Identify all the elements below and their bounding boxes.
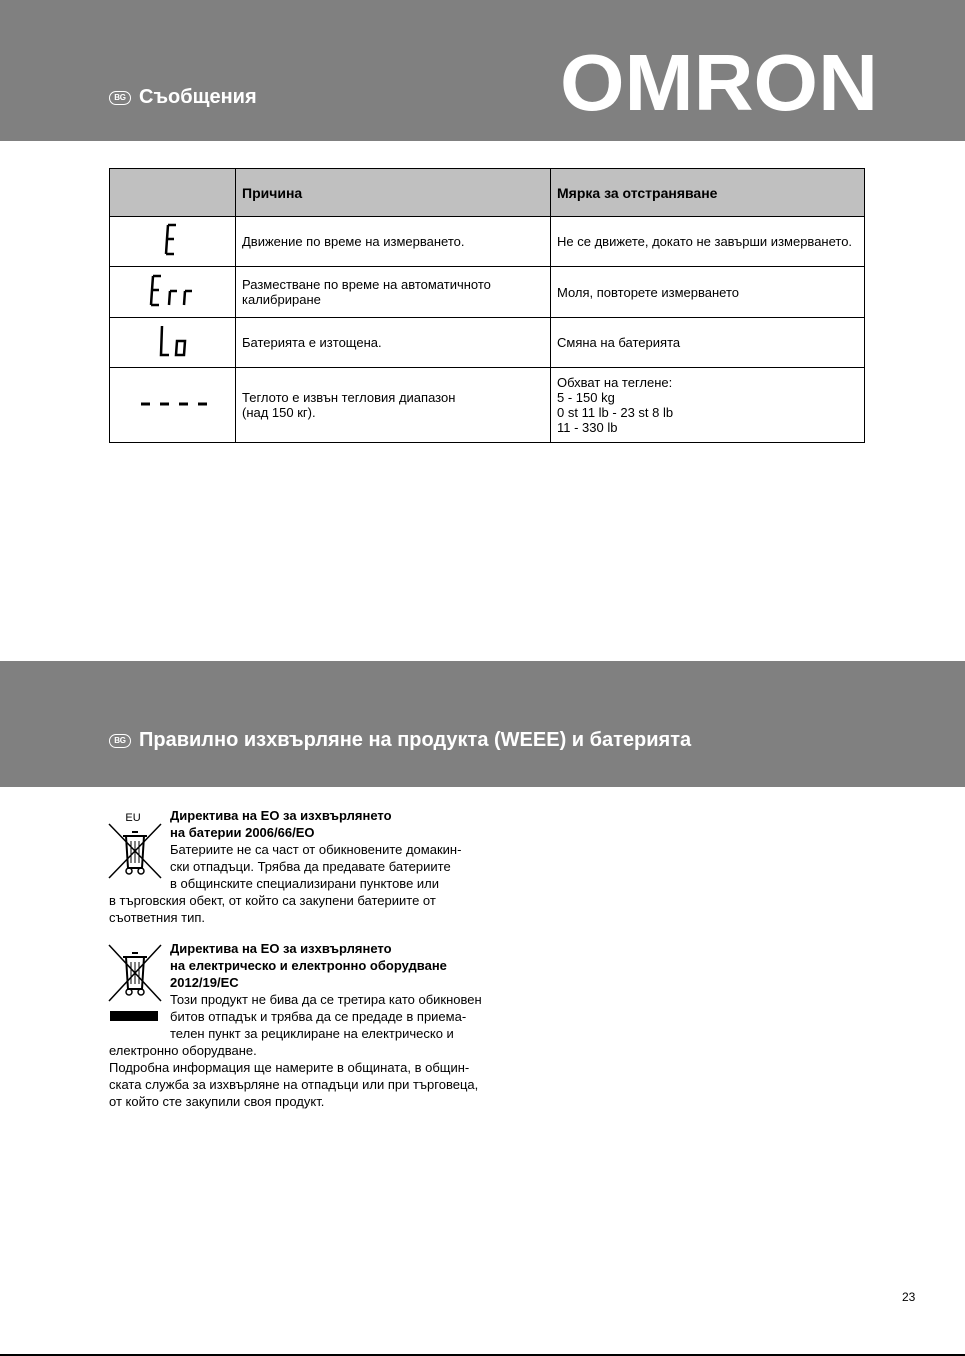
- language-badge-icon: BG: [109, 734, 131, 748]
- omron-logo: [560, 50, 878, 114]
- section-heading-messages: [109, 86, 257, 109]
- table-row: [110, 318, 865, 368]
- section-band: [0, 661, 965, 787]
- header-remedy: Мярка за отстраняване: [551, 169, 865, 217]
- section-heading-weee: [109, 729, 691, 752]
- display-symbol: [110, 368, 236, 443]
- table-row: [110, 368, 865, 443]
- cause-cell: Разместване по време на автоматичното калибриране: [236, 267, 551, 318]
- logo-text: OMRON: [560, 50, 878, 114]
- remedy-cell: Не се движете, докато не завърши измерването.: [551, 217, 865, 267]
- weee-directive-text: Директива на ЕО за изхвърлянето на електрическо и електронно оборудване 2012/19/EC Този продукт не бива да се третира като обикновен битов отпадък и трябва да се предаде в приема- телен пункт за рециклиране на електрическо и електронно оборудване. Подробна информация ще намерите в общината, в общин- ската служба за изхвърляне на отпадъци или при търговеца, от който сте закупили своя продукт.: [109, 941, 482, 1109]
- header-cause: Причина: [236, 169, 551, 217]
- remedy-cell: Смяна на батерията: [551, 318, 865, 368]
- table-header-row: [110, 169, 865, 217]
- cause-cell: Батерията е изтощена.: [236, 318, 551, 368]
- svg-text:EU: EU: [125, 812, 141, 824]
- header-symbol: [110, 169, 236, 217]
- battery-directive-text: Директива на ЕО за изхвърлянето на батерии 2006/66/ЕО Батериите не са част от обикновените домакин- ски отпадъци. Трябва да предавате батериите в общинските специализирани пунктове или в търговския обект, от който са закупени батериите от съответния тип.: [109, 808, 462, 925]
- remedy-cell: Моля, повторете измерването: [551, 267, 865, 318]
- language-badge-icon: BG: [109, 91, 131, 105]
- display-symbol: [110, 318, 236, 368]
- table-row: [110, 267, 865, 318]
- remedy-cell: Обхват на теглене: 5 - 150 kg 0 st 11 lb - 23 st 8 lb 11 - 330 lb: [551, 368, 865, 443]
- display-symbol: [110, 267, 236, 318]
- cause-cell: Движение по време на измерването.: [236, 217, 551, 267]
- page-title: Съобщения: [139, 86, 257, 108]
- lcd-err-icon: [143, 274, 203, 308]
- table-row: [110, 217, 865, 267]
- section-title: Правилно изхвърляне на продукта (WEEE) и батерията: [139, 729, 692, 751]
- lcd-dashes-icon: [138, 396, 208, 412]
- lcd-e-icon: [158, 223, 188, 257]
- messages-table: [109, 168, 865, 443]
- cause-cell: Теглото е извън тегловия диапазон (над 150 кг).: [236, 368, 551, 443]
- lcd-lo-icon: [153, 324, 193, 358]
- display-symbol: [110, 217, 236, 267]
- page-number: 23: [902, 1290, 916, 1304]
